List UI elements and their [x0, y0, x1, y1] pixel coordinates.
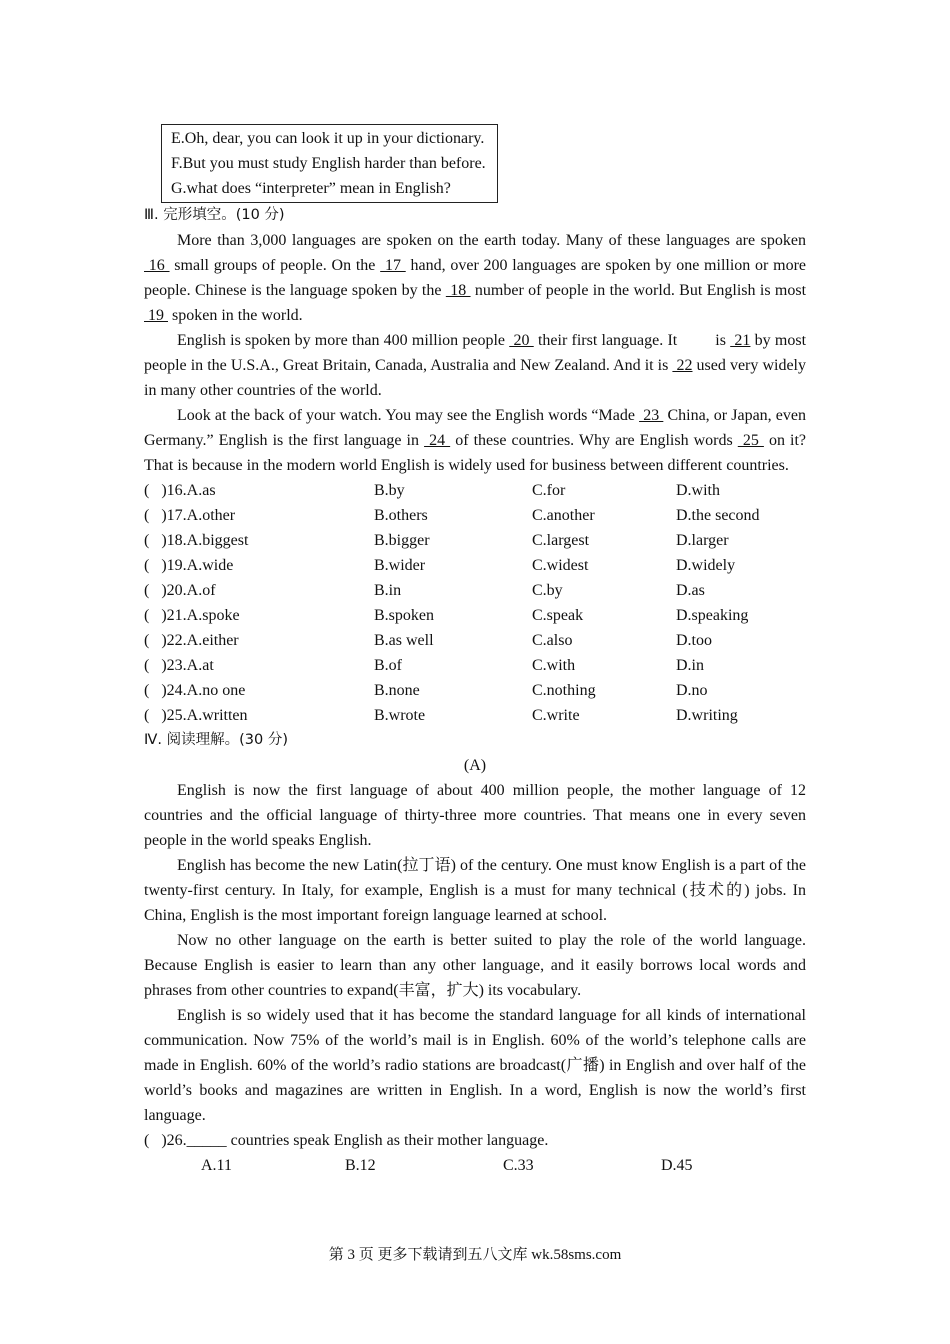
option-b: B.wider	[374, 557, 426, 574]
text: hand, over 200 languages are spoken by one million or more people. Chinese is the language spoken by the	[144, 257, 807, 299]
option-d: D.speaking	[676, 607, 749, 624]
blank-18: 18	[445, 282, 471, 299]
option-a: A.11	[201, 1157, 232, 1174]
options-box	[161, 124, 498, 203]
section3-heading: Ⅲ. 完形填空。(10 分)	[144, 207, 285, 223]
text: China, or Japan, even Germany.” English is the first language in	[144, 407, 807, 449]
question-stem: ( )20.A.of	[144, 582, 216, 599]
text: used very widely in many other countries of the world.	[144, 357, 806, 399]
text: English is spoken by more than 400 million people	[177, 332, 510, 349]
worksheet-page	[144, 124, 806, 1178]
text: of these countries. Why are English words	[450, 432, 738, 449]
option-c: C.for	[532, 482, 566, 499]
blank-17: 17	[380, 257, 406, 274]
option-f: F.But you must study English harder than before.	[171, 155, 486, 172]
text: Look at the back of your watch. You may see the English words “Made	[177, 407, 640, 424]
reading-paragraph: English is so widely used that it has become the standard language for all kinds of international communication. Now 75% of the world’s mail is in English. 60% of the world’s telephone calls are made in English. 60% of the world’s radio stations are broadcast(广播) in English and over half of the world’s books and magazines are written in English. In a word, English is now the world’s first language.	[144, 1007, 806, 1124]
question-row	[144, 478, 806, 503]
blank-19: 19	[144, 307, 168, 324]
option-d: D.widely	[676, 557, 736, 574]
question-row	[144, 653, 806, 678]
cloze-paragraph-2	[144, 328, 806, 403]
option-c: C.largest	[532, 532, 590, 549]
text: spoken in the world.	[168, 307, 303, 324]
reading-paragraph: Now no other language on the earth is better suited to play the role of the world language. Because English is easier to learn than any other language, and it easily borrows local words and phrases from other countries to expand(丰富，扩大) its vocabulary.	[144, 932, 806, 999]
blank-22: 22	[672, 357, 693, 374]
text: small groups of people. On the	[169, 257, 381, 274]
text: on it? That is because in the modern world English is widely used for business between different countries.	[144, 432, 806, 474]
page-footer: 第 3 页 更多下载请到五八文库 wk.58sms.com	[328, 1247, 622, 1263]
blank-16: 16	[144, 257, 170, 274]
option-c: C.speak	[532, 607, 584, 624]
question-row	[144, 603, 806, 628]
option-c: C.another	[532, 507, 595, 524]
cloze-paragraph-1	[144, 228, 806, 328]
cloze-paragraph-3	[144, 403, 806, 478]
reading-paragraph: English has become the new Latin(拉丁语) of the century. One must know English is a part of the twenty-first century. In Italy, for example, English is a must for many technical (技术的) jobs. In China, English is the most important foreign language learned at school.	[144, 857, 806, 924]
option-d: D.no	[676, 682, 708, 699]
question-stem: ( )23.A.at	[144, 657, 214, 674]
option-c: C.write	[532, 707, 580, 724]
option-b: B.others	[374, 507, 428, 524]
text: More than 3,000 languages are spoken on the earth today. Many of these languages are spoken	[177, 232, 806, 249]
text: number of people in the world. But English is most	[470, 282, 807, 299]
question-stem: ( )22.A.either	[144, 632, 239, 649]
option-d: D.45	[661, 1157, 693, 1174]
option-c: C.also	[532, 632, 573, 649]
option-c: C.with	[532, 657, 576, 674]
question-row	[144, 678, 806, 703]
question-row	[144, 553, 806, 578]
blank-25: 25	[737, 432, 764, 449]
blank-20: 20	[509, 332, 534, 349]
option-b: B.wrote	[374, 707, 426, 724]
section4-heading: Ⅳ. 阅读理解。(30 分)	[144, 732, 288, 748]
cloze-questions	[144, 478, 806, 728]
question-stem: ( )18.A.biggest	[144, 532, 249, 549]
option-d: D.with	[676, 482, 720, 499]
question-row	[144, 703, 806, 728]
question-stem: ( )19.A.wide	[144, 557, 234, 574]
option-c: C.widest	[532, 557, 589, 574]
reading-paragraph: English is now the first language of about 400 million people, the mother language of 12 countries and the official language of thirty-three more countries. That means one in every seven people in the world speaks English.	[144, 782, 806, 849]
question-row	[144, 503, 806, 528]
option-b: B.in	[374, 582, 402, 599]
question-26-options	[144, 1153, 806, 1178]
question-row	[144, 578, 806, 603]
question-stem: ( )17.A.other	[144, 507, 236, 524]
blank-24: 24	[424, 432, 451, 449]
passage-label: (A)	[463, 757, 487, 774]
option-b: B.by	[374, 482, 405, 499]
text: their first language. It is	[533, 332, 731, 349]
question-stem: ( )25.A.written	[144, 707, 248, 724]
option-c: C.33	[503, 1157, 534, 1174]
option-g: G.what does “interpreter” mean in English?	[171, 180, 451, 197]
option-c: C.by	[532, 582, 563, 599]
option-b: B.spoken	[374, 607, 434, 624]
option-b: B.bigger	[374, 532, 430, 549]
question-stem: ( )21.A.spoke	[144, 607, 240, 624]
option-b: B.none	[374, 682, 420, 699]
blank-21: 21	[730, 332, 751, 349]
option-d: D.larger	[676, 532, 729, 549]
question-row	[144, 528, 806, 553]
text: by most people in the U.S.A., Great Britain, Canada, Australia and New Zealand. And it is	[144, 332, 807, 374]
blank-23: 23	[639, 407, 664, 424]
option-d: D.in	[676, 657, 704, 674]
option-c: C.nothing	[532, 682, 596, 699]
question-stem: ( )16.A.as	[144, 482, 216, 499]
option-b: B.12	[345, 1157, 376, 1174]
option-d: D.as	[676, 582, 705, 599]
option-d: D.the second	[676, 507, 760, 524]
option-d: D.writing	[676, 707, 738, 724]
question-26-stem: ( )26._____ countries speak English as their mother language.	[144, 1132, 549, 1149]
option-e: E.Oh, dear, you can look it up in your dictionary.	[171, 130, 485, 147]
option-b: B.as well	[374, 632, 434, 649]
question-stem: ( )24.A.no one	[144, 682, 246, 699]
option-b: B.of	[374, 657, 402, 674]
question-row	[144, 628, 806, 653]
option-d: D.too	[676, 632, 712, 649]
